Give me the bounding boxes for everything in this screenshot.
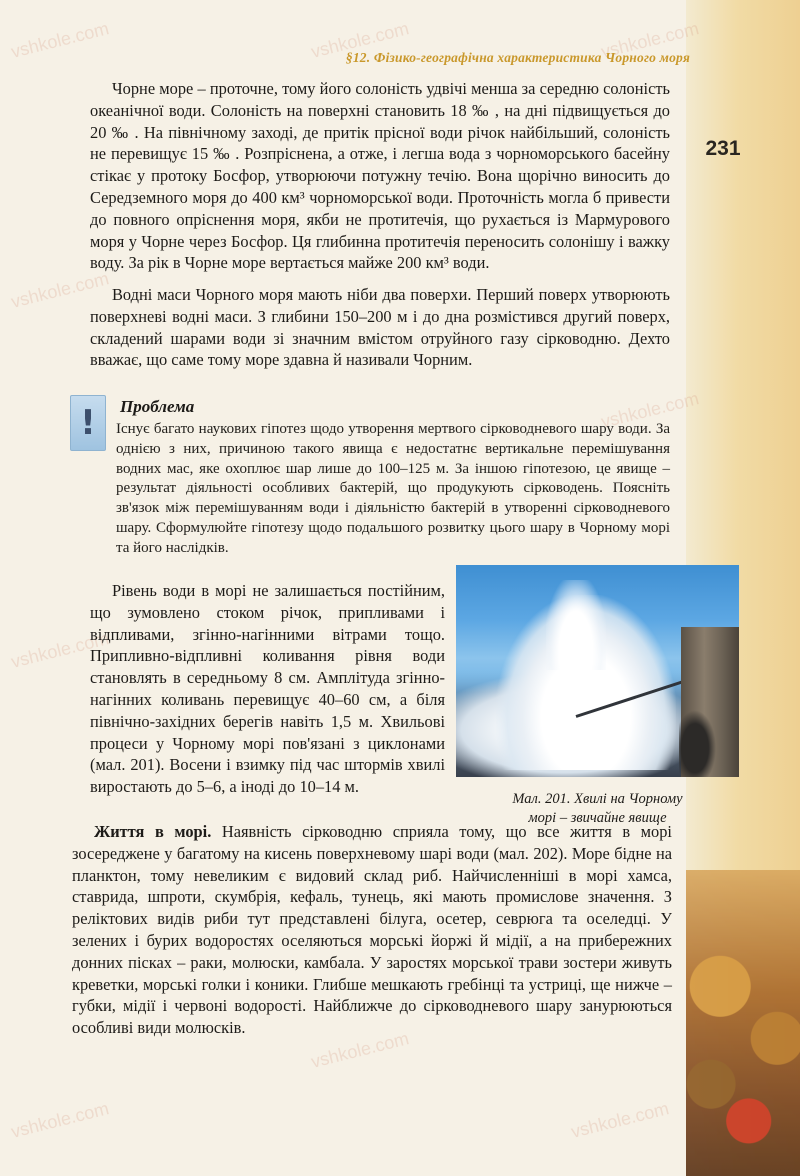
watermark: vshkole.com bbox=[598, 388, 701, 432]
wave-spray bbox=[546, 580, 606, 670]
problem-text: Існує багато наукових гіпотез щодо утворення мертвого сірководневого шару води. За однією з них, причиною такого явища є недостатнє вертикальне перемішування водних мас, яке охоплює шар лише до 100–125 м. За іншою гіпотезою, це явище – результат діяльності особливих бактерій, що продукують сірководень. Поясніть зв'язок між перемішуванням води і діяльністю бактерій в утворенні сірководневого шару. Сформулюйте гіпотезу щодо подальшого розвитку цього шару в Чорному морі та його наслідків. bbox=[116, 421, 670, 556]
figure-waves-photo bbox=[456, 565, 739, 777]
watermark: vshkole.com bbox=[308, 18, 411, 62]
watermark: vshkole.com bbox=[8, 628, 111, 672]
section-lead: Життя в морі. bbox=[94, 822, 212, 841]
watermark: vshkole.com bbox=[568, 1098, 671, 1142]
exclamation-icon: ! bbox=[70, 395, 106, 451]
paragraph-text bbox=[72, 821, 672, 1039]
paragraph-water-masses bbox=[90, 284, 670, 371]
caption-line: морі – звичайне явище bbox=[528, 810, 667, 826]
paragraph-text: Чорне море – проточне, тому його солоність удвічі менша за середню солоність океанічної води. Солоність на поверхні становить 18 ‰ , на дні підвищується до 20 ‰ . На північному заході, де притік прісної води річок найбільший, солоність не перевищує 15 ‰ . Розпріснена, а отже, і легша вода з чорноморського басейну стікає у протоку Босфор, утворюючи потужну течію. Вона щорічно виносить до Середземного моря до 400 км³ чорноморської води. Проточність могла б привести до повного опріснення моря, якби не протитечія, що рухається із Мармурового моря у Чорне через Босфор. Ця глибинна протитечія переносить солонішу і важку воду. За рік в Чорне море вертається майже 200 км³ води. bbox=[90, 79, 670, 273]
caption-line: Мал. 201. Хвилі на Чорному bbox=[512, 791, 683, 807]
watermark: vshkole.com bbox=[308, 1028, 411, 1072]
paragraph-text: Наявність сірководню сприяла тому, що все життя в морі зосереджене у багатому на кисень поверхневому шарі води (мал. 202). Море бідне на планктон, тому невеликим є видовий склад риб. Найчисленніші в морі хамса, ставрида, шпроти, скумбрія, кефаль, тунець, які мають промислове значення. З реліктових видів риби тут представлені білуга, осетер, севрюга та оселедці. У зелених і бурих водоростях оселяються морські йоржі й мідії, а на прибережних донних пісках – раки, молюски, камбала. У заростях морської трави зостери живуть креветки, морські голки і коники. Глибше мешкають гребінці та устриці, ще нижче – губки, мідії і червоні водорості. Найближче до сірководневого шару занурюються особливі види молюсків. bbox=[72, 822, 672, 1038]
watermark: vshkole.com bbox=[8, 1098, 111, 1142]
problem-title: Проблема bbox=[120, 397, 195, 416]
paragraph-sea-life bbox=[72, 821, 672, 1039]
problem-box bbox=[70, 393, 670, 573]
paragraph-text: Водні маси Чорного моря мають ніби два поверхи. Перший поверх утворюють поверхневі водні маси. З глибини 150–200 м і до дна розмістився другий поверх, складений шарами води зі значним вмістом отруйного газу сірководню. Дехто вважає, що саме тому море здавна й називали Чорним. bbox=[90, 285, 670, 370]
page-number: 231 bbox=[705, 137, 741, 160]
watermark: vshkole.com bbox=[8, 18, 111, 62]
autumn-leaves-illustration bbox=[686, 870, 800, 1176]
running-header: §12. Фізико-географічна характеристика Чорного моря bbox=[345, 50, 690, 65]
paragraph-text: Рівень води в морі не залишається постійним, що зумовлено стоком річок, припливами і відпливами, згінно-нагінними вітрами тощо. Припливно-відпливні коливання рівня води становлять в середньому 8 см. Амплітуда згінно-нагінних коливань перевищує 40–60 см, а біля північно-західних берегів навіть 1,5 м. Хвильові процеси у Чорному морі пов'язані з циклонами (мал. 201). Восени і взимку під час штормів хвилі виростають до 5–6, а іноді до 10–14 м. bbox=[90, 581, 445, 797]
watermark: vshkole.com bbox=[8, 268, 111, 312]
paragraph-water-level bbox=[90, 580, 445, 798]
people-silhouettes bbox=[679, 705, 719, 777]
paragraph-salinity bbox=[90, 78, 670, 274]
watermark: vshkole.com bbox=[598, 18, 701, 62]
